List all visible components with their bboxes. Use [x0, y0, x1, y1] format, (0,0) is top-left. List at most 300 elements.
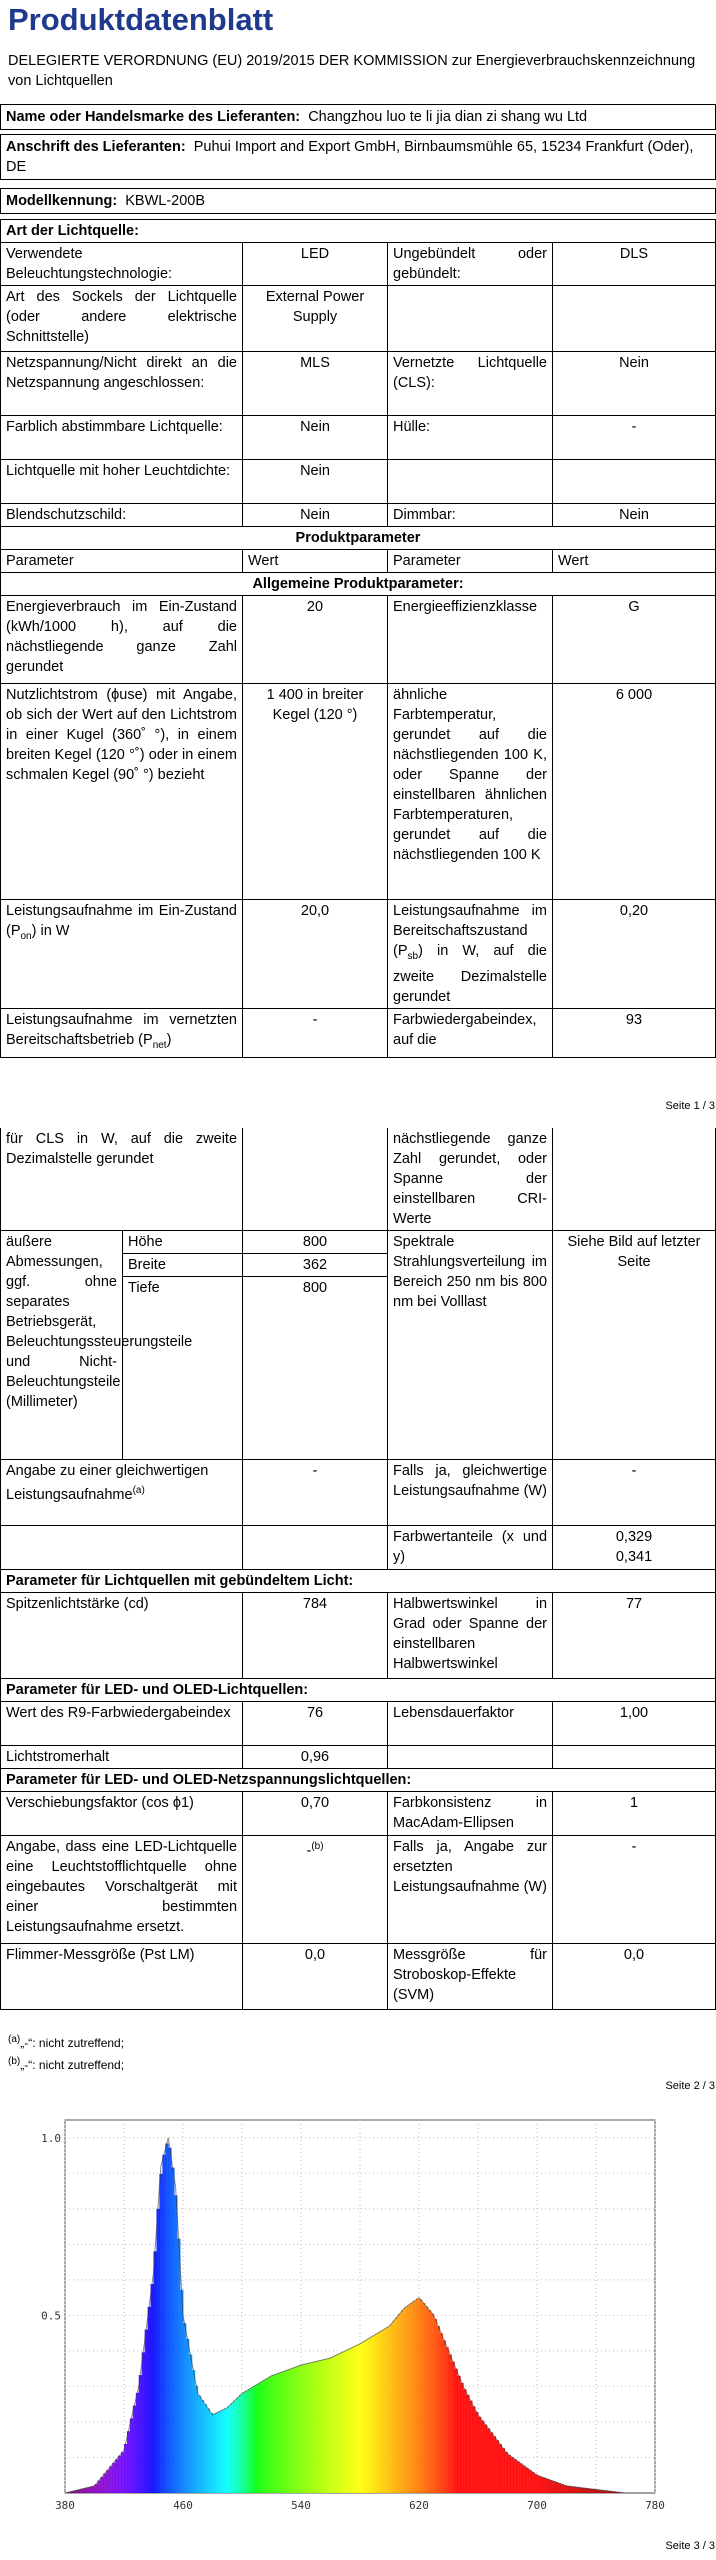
spectrum-fill-slice [89, 2487, 92, 2493]
luminous-flux-value: 1 400 in breiter Kegel (120 °) [243, 684, 388, 900]
spectrum-fill-slice [528, 2470, 531, 2493]
spectrum-fill-slice [493, 2436, 496, 2493]
spectrum-fill-slice [475, 2412, 478, 2493]
mains-led-params-heading: Parameter für LED- und OLED-Netzspannungslichtquellen: [1, 1769, 716, 1792]
spectrum-fill-slice [457, 2376, 460, 2493]
spectrum-fill-slice [419, 2299, 422, 2493]
spectrum-fill-slice [510, 2457, 513, 2493]
spectrum-fill-slice [487, 2429, 490, 2493]
spectrum-fill-slice [578, 2487, 581, 2493]
cct-value: 6 000 [553, 684, 716, 900]
height-value: 800 [243, 1231, 388, 1254]
empty-cell [553, 1746, 716, 1769]
spectrum-fill-slice [186, 2339, 189, 2493]
spectrum-fill-slice [525, 2468, 528, 2493]
spectrum-fill-slice [398, 2314, 401, 2493]
spectrum-fill-slice [513, 2459, 516, 2493]
regulation-subtitle: DELEGIERTE VERORDNUNG (EU) 2019/2015 DER KOMMISSION zur Energieverbrauchskennzeichnung von Lichtquellen [8, 53, 696, 89]
high-luminance-value: Nein [243, 460, 388, 504]
spectrum-fill-slice [348, 2349, 351, 2493]
fluorescent-replacement-value [243, 1836, 388, 1944]
cct-label: ähnliche Farbtemperatur, gerundet auf die nächstliegenden 100 K, oder Spanne der einstellbaren ähnlichen Farbtemperaturen, gerundet auf die nächstliegenden 100 K [388, 684, 553, 900]
spectrum-fill-slice [280, 2372, 283, 2493]
displacement-factor-label: Verschiebungsfaktor (cos ϕ1) [1, 1792, 243, 1836]
lumen-maintenance-value: 0,96 [243, 1746, 388, 1769]
spectrum-fill-slice [86, 2488, 89, 2493]
spectrum-fill-slice [260, 2382, 263, 2493]
spectrum-fill-slice [431, 2314, 434, 2493]
networked-standby-value: - [243, 1008, 388, 1057]
spectrum-fill-slice [277, 2373, 280, 2493]
x-tick-label: 540 [291, 2499, 311, 2512]
spectrum-fill-slice [537, 2476, 540, 2493]
spectrum-fill-slice [395, 2317, 398, 2493]
spectrum-fill-slice [434, 2319, 437, 2493]
spectrum-fill-slice [233, 2401, 236, 2493]
spectrum-fill-slice [549, 2480, 552, 2493]
spectrum-fill-slice [416, 2299, 419, 2493]
spectrum-fill-slice [543, 2478, 546, 2493]
glare-shield-label: Blendschutzschild: [1, 504, 243, 527]
tech-label: Verwendete Beleuchtungstechnologie: [1, 243, 243, 286]
spectrum-fill-slice [407, 2305, 410, 2493]
spectrum-fill-slice [378, 2332, 381, 2493]
spectrum-fill-slice [151, 2284, 154, 2493]
spectrum-fill-slice [298, 2366, 301, 2493]
cls-value: Nein [553, 352, 716, 416]
spectrum-fill-slice [584, 2488, 587, 2493]
spectrum-fill-slice [165, 2143, 168, 2493]
equivalent-power-label [1, 1460, 243, 1526]
spectral-distribution-label: Spektrale Strahlungsverteilung im Bereich 250 nm bis 800 nm bei Volllast [388, 1231, 553, 1460]
y-tick-label: 1.0 [41, 2131, 61, 2145]
spectrum-fill-slice [451, 2362, 454, 2493]
spectrum-fill-slice [357, 2345, 360, 2493]
x-tick-label: 460 [173, 2499, 193, 2512]
energy-class-value: G [553, 596, 716, 684]
spectrum-fill-slice [569, 2486, 572, 2493]
address-label: Anschrift des Lieferanten: [6, 139, 186, 155]
x-tick-label: 780 [645, 2499, 665, 2512]
spectrum-fill-slice [269, 2377, 272, 2493]
spectrum-fill-slice [162, 2155, 165, 2493]
spectrum-fill-slice [342, 2352, 345, 2493]
spectrum-fill-slice [239, 2395, 242, 2493]
stroboscopic-metric-label: Messgröße für Stroboskop-Effekte (SVM) [388, 1944, 553, 2010]
spectrum-fill-slice [339, 2353, 342, 2493]
model-value: KBWL-200B [125, 193, 206, 209]
color-consistency-label: Farbkonsistenz in MacAdam-Ellipsen [388, 1792, 553, 1836]
spectrum-fill-slice [422, 2303, 425, 2493]
spectrum-fill-slice [283, 2371, 286, 2493]
spectrum-fill-slice [413, 2301, 416, 2493]
spectral-distribution-value: Siehe Bild auf letzter Seite [553, 1231, 716, 1460]
spectrum-fill-slice [567, 2486, 570, 2493]
spectrum-fill-slice [251, 2387, 254, 2493]
cri-label: Farbwiedergabeindex, auf die [388, 1008, 553, 1057]
height-label: Höhe [123, 1231, 243, 1254]
spectrum-fill-slice [392, 2321, 395, 2493]
light-type-heading: Art der Lichtquelle: [1, 220, 716, 243]
standby-power-label [388, 900, 553, 1009]
page-3 [0, 2095, 715, 2560]
power-on-value: 20,0 [243, 900, 388, 1009]
spectrum-fill-slice [401, 2310, 404, 2493]
spectrum-fill-slice [304, 2364, 307, 2493]
spectrum-fill-slice [245, 2391, 248, 2493]
r9-value: 76 [243, 1702, 388, 1746]
depth-value: 800 [243, 1277, 388, 1460]
equivalent-power-label-text: Angabe zu einer gleichwertigen Leistungsaufnahme [6, 1463, 209, 1503]
spectrum-fill-slice [142, 2352, 145, 2493]
spectrum-fill-slice [440, 2333, 443, 2493]
fluorescent-replacement-dash: - [306, 1842, 312, 1859]
spectrum-fill-slice [375, 2334, 378, 2493]
energy-consumption-value: 20 [243, 596, 388, 684]
spectrum-fill-slice [325, 2359, 328, 2493]
light-type-table [0, 219, 716, 1058]
networked-standby-label [1, 1008, 243, 1057]
spectrum-fill-slice [484, 2425, 487, 2493]
envelope-label: Hülle: [388, 416, 553, 460]
glare-shield-value: Nein [243, 504, 388, 527]
empty-cell [553, 286, 716, 352]
footnote-b-mark: (b) [8, 2056, 21, 2067]
spectrum-fill-slice [449, 2354, 452, 2493]
replaced-power-value: - [553, 1836, 716, 1944]
spectrum-fill-slice [454, 2369, 457, 2493]
y-tick-label: 0.5 [41, 2309, 61, 2323]
spectrum-fill-slice [313, 2362, 316, 2493]
footnote-b-text: „-“: nicht zutreffend; [20, 2058, 125, 2072]
spectrum-fill-slice [466, 2395, 469, 2493]
spectrum-fill-slice [227, 2406, 230, 2493]
spectrum-fill-slice [92, 2486, 95, 2493]
spectrum-fill-slice [257, 2384, 260, 2493]
cls-label: Vernetzte Lichtquelle (CLS): [388, 352, 553, 416]
flicker-metric-label: Flimmer-Messgröße (Pst LM) [1, 1944, 243, 2010]
standby-power-value: 0,20 [553, 900, 716, 1009]
general-params-heading: Allgemeine Produktparameter: [1, 573, 716, 596]
spectrum-fill-slice [490, 2432, 493, 2493]
color-consistency-value: 1 [553, 1792, 716, 1836]
standby-power-label-text: ) in W, auf die zweite Dezimalstelle gerundet [393, 943, 547, 1005]
supplier-table [0, 104, 716, 130]
spectrum-fill-slice [531, 2472, 534, 2493]
peak-intensity-value: 784 [243, 1593, 388, 1679]
width-label: Breite [123, 1254, 243, 1277]
product-params-heading: Produktparameter [1, 527, 716, 550]
spectrum-fill-slice [201, 2400, 204, 2493]
spectrum-fill-slice [460, 2383, 463, 2493]
standby-power-label-sub: sb [407, 950, 419, 962]
col-header-parameter: Parameter [388, 550, 553, 573]
spectrum-fill-slice [195, 2386, 198, 2493]
footnote-ref-a: (a) [132, 1485, 145, 1496]
equivalent-power-value: - [243, 1460, 388, 1526]
spectrum-fill-slice [295, 2367, 298, 2493]
dimensions-label: äußere Abmessungen, ggf. ohne separates Betriebsgerät, Beleuchtungssteuerungsteile und Nicht-Beleuchtungsteile (Millimeter) [1, 1231, 123, 1460]
tech-value: LED [243, 243, 388, 286]
spectrum-fill-slice [118, 2456, 121, 2493]
spectrum-fill-slice [124, 2444, 127, 2493]
spectrum-fill-slice [210, 2413, 213, 2493]
col-header-value: Wert [243, 550, 388, 573]
spectrum-fill-slice [387, 2327, 390, 2493]
supplier-row [1, 105, 716, 130]
spectrum-fill-slice [345, 2350, 348, 2493]
spectrum-fill-slice [572, 2487, 575, 2493]
socket-value: External Power Supply [243, 286, 388, 352]
spectrum-fill-slice [112, 2463, 115, 2493]
spectrum-fill-slice [478, 2417, 481, 2493]
spectrum-fill-slice [469, 2401, 472, 2493]
spectrum-fill-slice [133, 2406, 136, 2493]
energy-class-label: Energieeffizienzklasse [388, 596, 553, 684]
footnote-a-text: „-“: nicht zutreffend; [20, 2036, 125, 2050]
spectrum-fill-slice [224, 2408, 227, 2493]
cri-label-cont: nächstliegende ganze Zahl gerundet, oder Spanne der einstellbaren CRI-Werte [388, 1128, 553, 1231]
empty-cell [388, 1746, 553, 1769]
tunable-label: Farblich abstimmbare Lichtquelle: [1, 416, 243, 460]
mains-value: MLS [243, 352, 388, 416]
spectrum-fill-slice [100, 2477, 103, 2493]
spectrum-fill-slice [263, 2380, 266, 2493]
envelope-value: - [553, 416, 716, 460]
beam-angle-label: Halbwertswinkel in Grad oder Spanne der einstellbaren Halbwertswinkel [388, 1593, 553, 1679]
spectrum-fill-slice [575, 2487, 578, 2493]
spectrum-fill-slice [363, 2341, 366, 2493]
spectrum-fill-slice [463, 2389, 466, 2493]
spectrum-fill-slice [564, 2485, 567, 2493]
footnote-ref-b: (b) [311, 1841, 324, 1852]
spectrum-fill-slice [354, 2346, 357, 2493]
spectrum-fill-slice [552, 2481, 555, 2493]
spectrum-fill-slice [390, 2324, 393, 2493]
spectrum-fill-slice [171, 2168, 174, 2493]
spectral-distribution-chart [0, 2095, 715, 2540]
replaced-power-label: Falls ja, Angabe zur ersetzten Leistungsaufnahme (W) [388, 1836, 553, 1944]
spectrum-fill-slice [215, 2413, 218, 2493]
power-on-label [1, 900, 243, 1009]
spectrum-fill-slice [331, 2357, 334, 2493]
equivalent-power-w-value: - [553, 1460, 716, 1526]
empty-cell [553, 460, 716, 504]
model-row [1, 189, 716, 214]
spectrum-fill-slice [310, 2363, 313, 2493]
chromaticity-y: 0,341 [615, 1549, 653, 1565]
spectrum-fill-slice [502, 2448, 505, 2493]
spectrum-fill-slice [481, 2421, 484, 2493]
spectrum-fill-slice [366, 2339, 369, 2493]
empty-cell [1, 1526, 243, 1570]
networked-standby-label-cont: für CLS in W, auf die zweite Dezimalstelle gerundet [1, 1128, 243, 1231]
col-header-value: Wert [553, 550, 716, 573]
high-luminance-label: Lichtquelle mit hoher Leuchtdichte: [1, 460, 243, 504]
spectrum-fill-slice [428, 2310, 431, 2493]
x-tick-label: 700 [527, 2499, 547, 2512]
model-table [0, 188, 716, 214]
dimmable-value: Nein [553, 504, 716, 527]
spectrum-fill-slice [328, 2358, 331, 2493]
spectrum-fill-slice [499, 2444, 502, 2493]
socket-label: Art des Sockels der Lichtquelle (oder andere elektrische Schnittstelle) [1, 286, 243, 352]
spectrum-fill-slice [115, 2459, 118, 2493]
empty-cell [553, 1128, 716, 1231]
empty-cell [243, 1128, 388, 1231]
spectrum-fill-slice [316, 2361, 319, 2493]
spectrum-fill-slice [322, 2360, 325, 2493]
spectrum-fill-slice [319, 2360, 322, 2493]
spectrum-fill-slice [561, 2484, 564, 2493]
spectrum-fill-slice [516, 2461, 519, 2493]
address-row [1, 135, 716, 180]
footnote-a-mark: (a) [8, 2034, 21, 2045]
spectrum-fill-slice [130, 2418, 133, 2493]
flicker-metric-value: 0,0 [243, 1944, 388, 2010]
spectrum-fill-slice [177, 2239, 180, 2493]
spectrum-fill-slice [425, 2307, 428, 2494]
page-footer: Seite 1 / 3 [665, 1100, 715, 1112]
spectrum-fill-slice [301, 2365, 304, 2493]
spectrum-fill-slice [145, 2330, 148, 2493]
spectrum-fill-slice [505, 2452, 508, 2493]
spectrum-fill-slice [446, 2347, 449, 2493]
spectrum-fill-slice [127, 2431, 130, 2493]
spectrum-fill-slice [272, 2375, 275, 2493]
mains-label: Netzspannung/Nicht direkt an die Netzspannung angeschlossen: [1, 352, 243, 416]
spectrum-fill-slice [254, 2386, 257, 2493]
spectrum-fill-slice [372, 2336, 375, 2493]
power-on-label-text: ) in W [31, 923, 70, 939]
spectrum-fill-slice [351, 2347, 354, 2493]
spectrum-fill-slice [289, 2369, 292, 2493]
tunable-value: Nein [243, 416, 388, 460]
page-footer: Seite 2 / 3 [665, 2080, 715, 2092]
chromaticity-x: 0,329 [615, 1529, 653, 1545]
spectrum-fill-slice [236, 2398, 239, 2493]
spectrum-fill-slice [230, 2403, 233, 2493]
spectrum-fill-slice [109, 2466, 112, 2493]
spectrum-fill-slice [156, 2209, 159, 2493]
spectrum-fill-slice [508, 2455, 511, 2493]
params-continued-table [0, 1128, 716, 2010]
spectrum-fill-slice [248, 2389, 251, 2493]
spectrum-fill-slice [213, 2414, 216, 2493]
supplier-label: Name oder Handelsmarke des Lieferanten: [6, 109, 301, 125]
page-2 [0, 1120, 715, 2095]
page-1 [0, 0, 715, 1120]
spectrum-fill-slice [472, 2406, 475, 2493]
spectrum-fill-slice [336, 2354, 339, 2493]
depth-label: Tiefe [123, 1277, 243, 1460]
lumen-maintenance-label: Lichtstromerhalt [1, 1746, 243, 1769]
spectrum-fill-slice [242, 2393, 245, 2493]
spectrum-fill-slice [522, 2466, 525, 2493]
peak-intensity-label: Spitzenlichtstärke (cd) [1, 1593, 243, 1679]
spectrum-fill-slice [369, 2338, 372, 2493]
stroboscopic-metric-value: 0,0 [553, 1944, 716, 2010]
beam-angle-value: 77 [553, 1593, 716, 1679]
spectrum-fill-slice [307, 2363, 310, 2493]
spectrum-fill-slice [192, 2370, 195, 2493]
equivalent-power-w-label: Falls ja, gleichwertige Leistungsaufnahme (W) [388, 1460, 553, 1526]
spectrum-fill-slice [218, 2411, 221, 2493]
spectrum-fill-slice [496, 2440, 499, 2493]
spectrum-fill-slice [384, 2329, 387, 2493]
spectrum-fill-slice [286, 2370, 289, 2493]
footnote-b [8, 2052, 124, 2075]
spectrum-fill-slice [148, 2307, 151, 2493]
spectrum-fill-slice [189, 2354, 192, 2493]
spectrum-fill-slice [204, 2404, 207, 2493]
chromaticity-value [553, 1526, 716, 1570]
spectrum-fill-slice [180, 2290, 183, 2493]
supplier-value: Changzhou luo te li jia dian zi shang wu Ltd [308, 109, 588, 125]
page-footer: Seite 3 / 3 [665, 2540, 715, 2552]
empty-cell [388, 286, 553, 352]
directional-params-heading: Parameter für Lichtquellen mit gebündeltem Licht: [1, 1570, 716, 1593]
spectrum-fill-slice [534, 2474, 537, 2493]
energy-consumption-label: Energieverbrauch im Ein-Zustand (kWh/1000 h), auf die nächstliegende ganze Zahl gerundet [1, 596, 243, 684]
model-label: Modellkennung: [6, 193, 118, 209]
address-value: Puhui Import and Export GmbH, Birnbaumsmühle 65, 15234 Frankfurt (Oder), DE [6, 139, 694, 175]
networked-standby-label-sub: net [152, 1039, 167, 1051]
spectrum-fill-slice [266, 2378, 269, 2493]
empty-cell [388, 460, 553, 504]
bundled-label: Ungebündelt oder gebündelt: [388, 243, 553, 286]
networked-standby-label-text: Leistungsaufnahme im vernetzten Bereitschaftsbetrieb (P [6, 1011, 237, 1048]
spectrum-fill-slice [274, 2374, 277, 2493]
spectrum-fill-slice [183, 2323, 186, 2493]
address-table [0, 134, 716, 180]
spectrum-fill-slice [443, 2340, 446, 2493]
spectrum-fill-slice [546, 2479, 549, 2493]
x-tick-label: 380 [55, 2499, 75, 2512]
spectrum-fill-slice [174, 2195, 177, 2493]
spectrum-fill-slice [540, 2477, 543, 2493]
spectrum-fill-slice [168, 2148, 171, 2493]
footnote-a [8, 2030, 124, 2053]
survival-factor-value: 1,00 [553, 1702, 716, 1746]
spectrum-fill-slice [121, 2452, 124, 2493]
spectrum-fill-slice [360, 2343, 363, 2493]
spectrum-fill-slice [404, 2307, 407, 2493]
spectrum-fill-slice [437, 2326, 440, 2493]
spectrum-fill-slice [333, 2356, 336, 2493]
r9-label: Wert des R9-Farbwiedergabeindex [1, 1702, 243, 1746]
spectrum-fill-slice [410, 2303, 413, 2493]
fluorescent-replacement-label: Angabe, dass eine LED-Lichtquelle eine Leuchtstofflichtquelle ohne eingebautes Vorschaltgerät mit einer bestimmten Leistungsaufnahme ersetzt. [1, 1836, 243, 1944]
spectrum-fill-slice [221, 2410, 224, 2493]
luminous-flux-label: Nutzlichtstrom (ϕuse) mit Angabe, ob sich der Wert auf den Lichtstrom in einer Kugel (360˚ °), in einem breiten Kegel (120 °˚) oder in einem schmalen Kegel (90˚ °) bezieht [1, 684, 243, 900]
survival-factor-label: Lebensdauerfaktor [388, 1702, 553, 1746]
document-title: Produktdatenblatt [8, 2, 274, 37]
spectrum-fill-slice [555, 2482, 558, 2493]
led-params-heading: Parameter für LED- und OLED-Lichtquellen: [1, 1679, 716, 1702]
spectrum-fill-slice [207, 2408, 210, 2493]
empty-cell [243, 1526, 388, 1570]
power-on-label-sub: on [20, 930, 32, 942]
spectrum-fill-slice [558, 2483, 561, 2493]
col-header-parameter: Parameter [1, 550, 243, 573]
networked-standby-label-text: ) [166, 1031, 172, 1048]
spectrum-fill-slice [519, 2464, 522, 2493]
spectrum-fill-slice [381, 2330, 384, 2493]
x-tick-label: 620 [409, 2499, 429, 2512]
cri-value: 93 [553, 1008, 716, 1057]
bundled-value: DLS [553, 243, 716, 286]
